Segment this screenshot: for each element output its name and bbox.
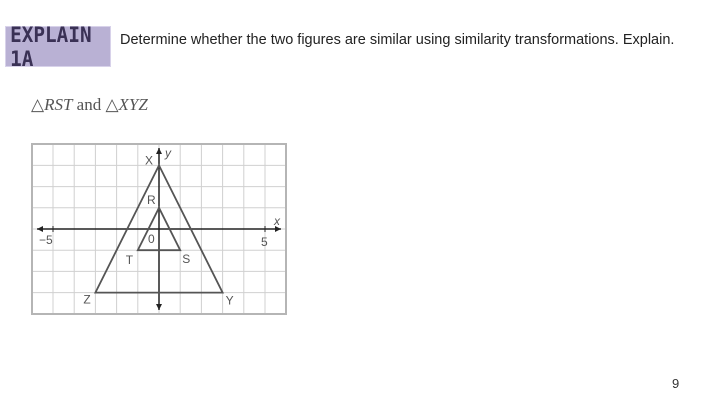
y-axis-arrow-down — [156, 304, 162, 310]
section-badge-label: EXPLAIN 1A — [10, 22, 92, 71]
triangle-symbol-1: △ — [31, 95, 45, 114]
triangle-name-xyz: XYZ — [118, 95, 148, 114]
triangle-symbol-2: △ — [105, 95, 119, 114]
x-tick-label-pos5: 5 — [261, 235, 268, 249]
y-axis-label: y — [165, 146, 171, 160]
page-number: 9 — [672, 376, 680, 391]
vertex-label-z: Z — [83, 292, 91, 307]
section-badge — [5, 22, 111, 71]
triangles-conjunction: and — [76, 95, 102, 114]
x-axis-label: x — [274, 214, 280, 228]
vertex-label-t: T — [125, 253, 134, 268]
triangles-label — [31, 95, 148, 115]
x-tick-label-neg5: −5 — [39, 233, 53, 247]
vertex-label-s: S — [182, 252, 191, 267]
origin-label: 0 — [148, 232, 155, 246]
x-axis-arrow-left — [37, 226, 43, 232]
vertex-label-r: R — [147, 192, 156, 207]
y-axis-arrow-up — [156, 148, 162, 154]
triangle-name-rst: RST — [44, 95, 73, 114]
vertex-label-x: X — [145, 153, 154, 168]
question-text: Determine whether the two figures are similar using similarity transformations. Explain. — [120, 32, 675, 48]
coordinate-plane — [33, 145, 285, 313]
vertex-label-y: Y — [225, 293, 234, 308]
coordinate-figure — [31, 143, 287, 315]
